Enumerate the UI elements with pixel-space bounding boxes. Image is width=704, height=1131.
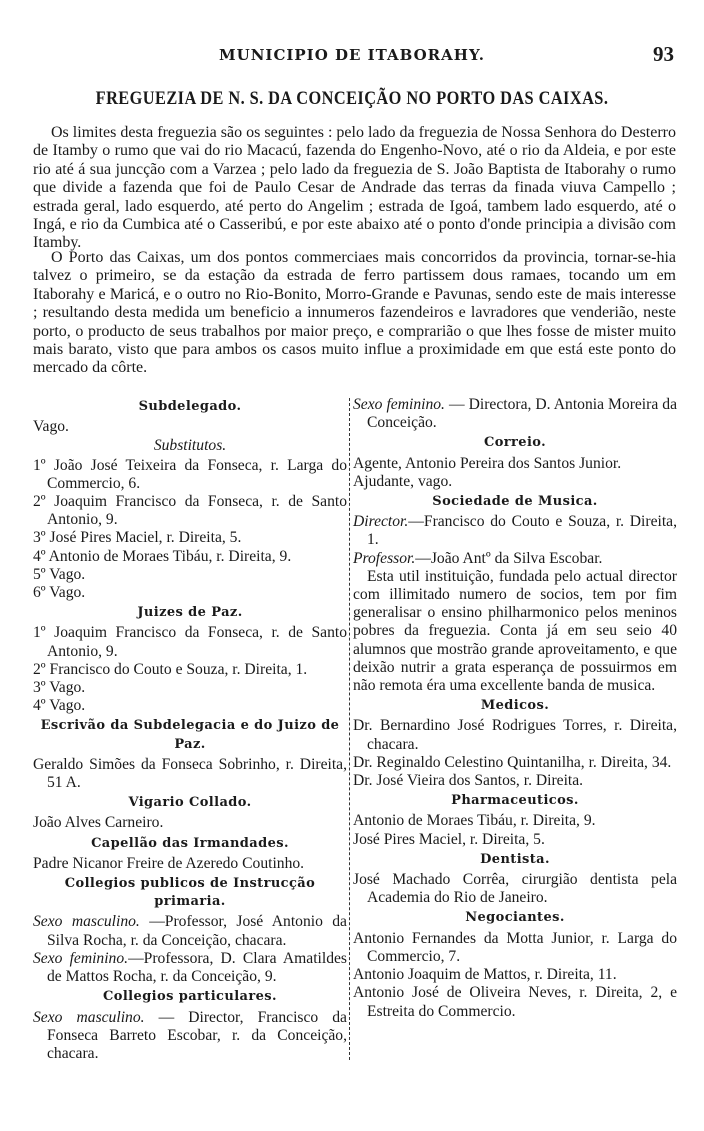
entry-text: Antonio Joaquim de Mattos, r. Direita, 11. [353, 966, 617, 984]
directory-entry [353, 473, 677, 491]
entry-text: Esta util instituição, fundada pelo actual director com illimitado numero de socios, tem por fim generalisar o ensino philharmonico pelos meninos pobres da freguezia. Conta já em seu seio 40 alumnos que mostrão grande aproveitamento, e que deixão nutrir a grata esperança de possuirmos em não remota éra uma excellente banda de musica. [353, 567, 677, 695]
entry-text: Agente, Antonio Pereira dos Santos Junior. [353, 454, 622, 472]
entry-text: Dr. José Vieira dos Santos, r. Direita. [353, 772, 584, 790]
directory-entry [33, 584, 347, 602]
entry-text: —João Antº da Silva Escobar. [415, 549, 603, 567]
entry-text: Antonio Fernandes da Motta Junior, r. Larga do Commercio, 7. [353, 929, 677, 965]
directory-entry [353, 717, 677, 753]
directory-entry [353, 455, 677, 473]
directory-entry [353, 550, 677, 568]
entry-text: Vigario Collado. [128, 795, 252, 811]
entry-text: 3º Vago. [33, 679, 86, 697]
entry-text: Pharmaceuticos. [451, 793, 579, 809]
right-column [353, 396, 677, 1021]
section-heading [33, 875, 347, 911]
directory-entry [33, 913, 347, 949]
directory-entry [353, 772, 677, 790]
entry-text: Dentista. [480, 851, 550, 867]
directory-entry [353, 930, 677, 966]
paragraph-text: O Porto das Caixas, um dos pontos commerciaes mais concorridos da provincia, tornar-se-hia talvez o primeiro, se da estação da estrada de ferro partissem dous ramaes, tocando um em Itaborahy e Maricá, e o outro no Rio-Bonito, Morro-Grande e Pavunas, sendo este de mais interesse ; resultando desta medida um beneficio a innumeros fazendeiros e lavradores que venderião, neste porto, o producto de seus trabalhos por maior preço, e comprarião o que lhes fosse de mister muito mais barato, visto que para ambos os casos muito influe a proximidade em que está este ponto do mercado da côrte. [33, 249, 676, 377]
directory-entry [33, 950, 347, 986]
entry-text: 2º Joaquim Francisco da Fonseca, r. de Santo Antonio, 9. [33, 493, 347, 529]
entry-text: 1º Joaquim Francisco da Fonseca, r. de Santo Antonio, 9. [33, 624, 347, 660]
entry-text: —Professora, D. Clara Amatildes de Mattos Rocha, r. da Conceição, 9. [47, 949, 347, 986]
directory-entry [353, 984, 677, 1020]
directory-entry [33, 529, 347, 547]
entry-text: Juizes de Paz. [137, 605, 243, 621]
section-heading [353, 493, 677, 511]
entry-text: 1º João José Teixeira da Fonseca, r. Larga do Commercio, 6. [33, 456, 347, 492]
directory-entry [33, 697, 347, 715]
entry-text: 5º Vago. [33, 565, 86, 583]
section-heading [353, 697, 677, 715]
directory-entry [33, 493, 347, 529]
intro-paragraph-limits [33, 124, 676, 253]
description-paragraph [353, 568, 677, 695]
entry-text: Correio. [483, 435, 547, 451]
entry-text: Antonio José de Oliveira Neves, r. Direita, 2, e Estreita do Commercio. [353, 984, 677, 1020]
entry-lead: Sexo feminino. [33, 949, 129, 967]
entry-text: —Professor, José Antonio da Silva Rocha, r. da Conceição, chacara. [47, 913, 347, 949]
entry-text: Escrivão da Subdelegacia e do Juizo de Paz. [40, 718, 340, 752]
entry-lead: Sexo masculino. [33, 1008, 145, 1026]
entry-text: Vago. [33, 418, 69, 436]
entry-text: —Francisco do Couto e Souza, r. Direita, 1. [367, 513, 677, 549]
directory-entry [33, 624, 347, 660]
section-heading [33, 794, 347, 812]
section-heading [353, 851, 677, 869]
directory-entry [33, 1009, 347, 1064]
entry-text: Ajudante, vago. [353, 472, 453, 490]
section-heading [33, 398, 347, 416]
section-heading [33, 437, 347, 455]
section-heading [33, 988, 347, 1006]
page-number: 93 [653, 42, 674, 66]
entry-text: Collegios particulares. [103, 989, 277, 1005]
entry-text: 3º José Pires Maciel, r. Direita, 5. [33, 529, 242, 547]
entry-text: João Alves Carneiro. [33, 814, 164, 832]
entry-text: Padre Nicanor Freire de Azeredo Coutinho. [33, 854, 305, 872]
entry-text: — Director, Francisco da Fonseca Barreto Escobar, r. da Conceição, chacara. [47, 1008, 347, 1062]
entry-text: — Directora, D. Antonia Moreira da Conceição. [367, 396, 678, 432]
directory-entry [33, 661, 347, 679]
entry-text: Medicos. [480, 698, 550, 714]
entry-text: Subdelegado. [138, 399, 242, 414]
entry-text: 2º Francisco do Couto e Souza, r. Direita, 1. [33, 660, 308, 678]
directory-entry [353, 966, 677, 984]
entry-text: 6º Vago. [33, 584, 86, 602]
section-heading [33, 835, 347, 853]
section-heading [353, 909, 677, 927]
entry-text: Antonio de Moraes Tibáu, r. Direita, 9. [353, 812, 596, 830]
directory-entry [353, 831, 677, 849]
entry-text: José Pires Maciel, r. Direita, 5. [353, 830, 545, 848]
directory-entry [33, 418, 347, 436]
directory-entry [33, 548, 347, 566]
directory-entry [353, 396, 677, 432]
entry-text: Geraldo Simões da Fonseca Sobrinho, r. Direita, 51 A. [33, 755, 347, 792]
entry-text: 4º Vago. [33, 697, 86, 715]
directory-entry [33, 566, 347, 584]
paragraph-text: Os limites desta freguezia são os seguintes : pelo lado da freguezia de Nossa Senhora do Desterro de Itamby o rumo que vai do rio Macacú, fazenda do Engenho-Novo, até o rio da Aldeia, e por este rio até á sua juncção com a Varzea ; pelo lado da freguezia de S. João Baptista de Itaborahy o rumo que divide a fazenda que foi de Paulo Cesar de Andrade das terras da finada viuva Campello ; estrada geral, lado esquerdo, até perto do Angelim ; estrada de Igoá, tambem lado esquerdo, até o Ingá, e rio da Cumbica até o Casseribú, e por este abaixo até o ponto d'onde principia a divisão com Itamby. [33, 124, 676, 252]
entry-text: Sociedade de Musica. [432, 494, 598, 510]
entry-text: Dr. Bernardino José Rodrigues Torres, r. Direita, chacara. [353, 717, 677, 753]
directory-entry [353, 812, 677, 830]
left-column [33, 396, 347, 1063]
directory-entry [33, 457, 347, 493]
directory-entry [33, 756, 347, 792]
column-divider [349, 398, 350, 1060]
entry-text: Collegios publicos de Instrucção primaria. [64, 876, 316, 910]
section-heading [33, 604, 347, 622]
entry-lead: Director. [353, 513, 409, 531]
directory-entry [33, 679, 347, 697]
section-heading [353, 434, 677, 452]
entry-text: Negociantes. [465, 910, 565, 926]
intro-paragraph-porto [33, 249, 676, 378]
running-title: MUNICIPIO DE ITABORAHY. [219, 46, 485, 64]
entry-lead: Sexo masculino. [33, 913, 140, 931]
entry-text: Capellão das Irmandades. [91, 835, 289, 851]
entry-lead: Professor. [353, 549, 416, 567]
entry-lead: Sexo feminino. [353, 396, 445, 413]
entry-text: Dr. Reginaldo Celestino Quintanilha, r. Direita, 34. [353, 753, 672, 771]
directory-entry [353, 513, 677, 549]
directory-entry [33, 814, 347, 832]
section-heading [33, 717, 347, 753]
directory-entry [353, 871, 677, 907]
entry-text: 4º Antonio de Moraes Tibáu, r. Direita, 9. [33, 547, 292, 565]
section-title: FREGUEZIA DE N. S. DA CONCEIÇÃO NO PORTO DAS CAIXAS. [95, 88, 609, 109]
directory-entry [33, 855, 347, 873]
section-heading [353, 792, 677, 810]
entry-text: Substitutos. [153, 437, 227, 455]
entry-text: José Machado Corrêa, cirurgião dentista pela Academia do Rio de Janeiro. [353, 871, 677, 907]
directory-entry [353, 754, 677, 772]
